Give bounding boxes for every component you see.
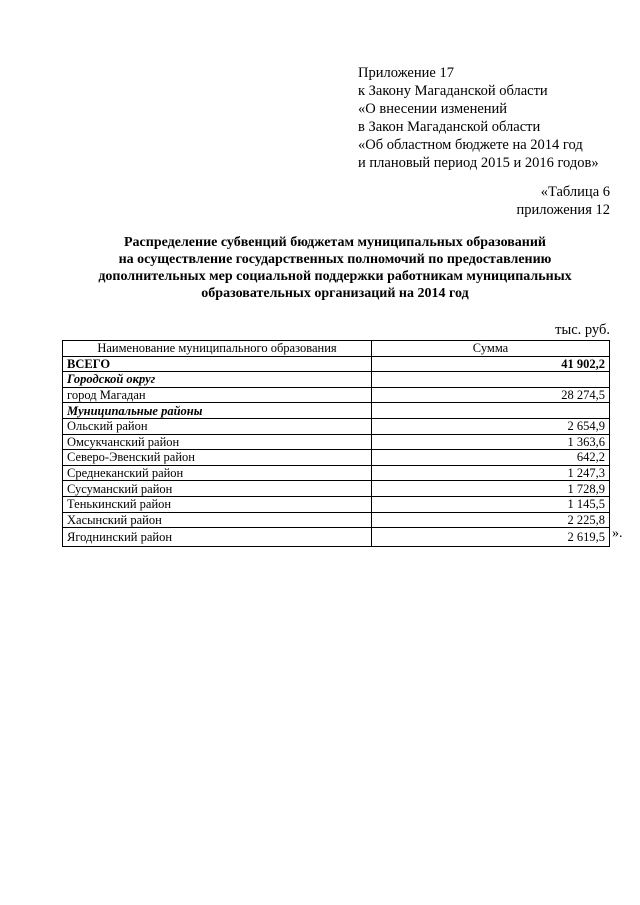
closing-quote-mark: ». [612, 526, 623, 541]
title-line: образовательных организаций на 2014 год [201, 286, 469, 301]
appendix-line: к Закону Магаданской области [358, 83, 548, 99]
table-row [63, 465, 610, 481]
row-name: город Магадан [63, 387, 372, 403]
row-sum: 1 728,9 [372, 481, 610, 497]
row-sum: 1 363,6 [372, 434, 610, 450]
table-row-group [63, 403, 610, 419]
row-name: ВСЕГО [63, 356, 372, 372]
row-sum: 1 247,3 [372, 465, 610, 481]
appendix-reference [358, 64, 599, 172]
table-row [63, 528, 610, 547]
table-row-total [63, 356, 610, 372]
row-name: Тенькинский район [63, 496, 372, 512]
row-name: Северо-Эвенский район [63, 450, 372, 466]
row-sum: 642,2 [372, 450, 610, 466]
table-row [63, 387, 610, 403]
row-name: Ольский район [63, 418, 372, 434]
table-row-group [63, 372, 610, 388]
row-name: Ягоднинский район [63, 528, 372, 547]
document-title [60, 234, 610, 302]
row-sum: 41 902,2 [372, 356, 610, 372]
appendix-line: Приложение 17 [358, 65, 454, 81]
table-ref-line: приложения 12 [516, 202, 610, 218]
row-name: Хасынский район [63, 512, 372, 528]
header-name: Наименование муниципального образования [63, 341, 372, 357]
row-sum: 2 619,5 [372, 528, 610, 547]
table-ref-line: «Таблица 6 [540, 184, 610, 200]
table-row [63, 481, 610, 497]
row-sum [372, 403, 610, 419]
row-sum: 2 654,9 [372, 418, 610, 434]
appendix-line: и плановый период 2015 и 2016 годов» [358, 155, 599, 171]
title-line: Распределение субвенций бюджетам муниципальных образований [124, 235, 546, 250]
row-sum [372, 372, 610, 388]
table-row [63, 512, 610, 528]
table-row [63, 450, 610, 466]
row-name: Муниципальные районы [63, 403, 372, 419]
subvention-table [62, 340, 610, 547]
table-header-row [63, 341, 610, 357]
table-row [63, 496, 610, 512]
appendix-line: «Об областном бюджете на 2014 год [358, 137, 583, 153]
table-row [63, 434, 610, 450]
row-sum: 28 274,5 [372, 387, 610, 403]
appendix-line: «О внесении изменений [358, 101, 508, 117]
title-line: на осуществление государственных полномочий по предоставлению [118, 252, 552, 267]
row-name: Сусуманский район [63, 481, 372, 497]
header-sum: Сумма [372, 341, 610, 357]
title-line: дополнительных мер социальной поддержки работникам муниципальных [98, 269, 572, 284]
row-sum: 2 225,8 [372, 512, 610, 528]
row-name: Среднеканский район [63, 465, 372, 481]
table-row [63, 418, 610, 434]
row-name: Омсукчанский район [63, 434, 372, 450]
table-reference [517, 183, 610, 219]
row-sum: 1 145,5 [372, 496, 610, 512]
appendix-line: в Закон Магаданской области [358, 119, 541, 135]
units-label: тыс. руб. [555, 322, 610, 338]
row-name: Городской округ [63, 372, 372, 388]
